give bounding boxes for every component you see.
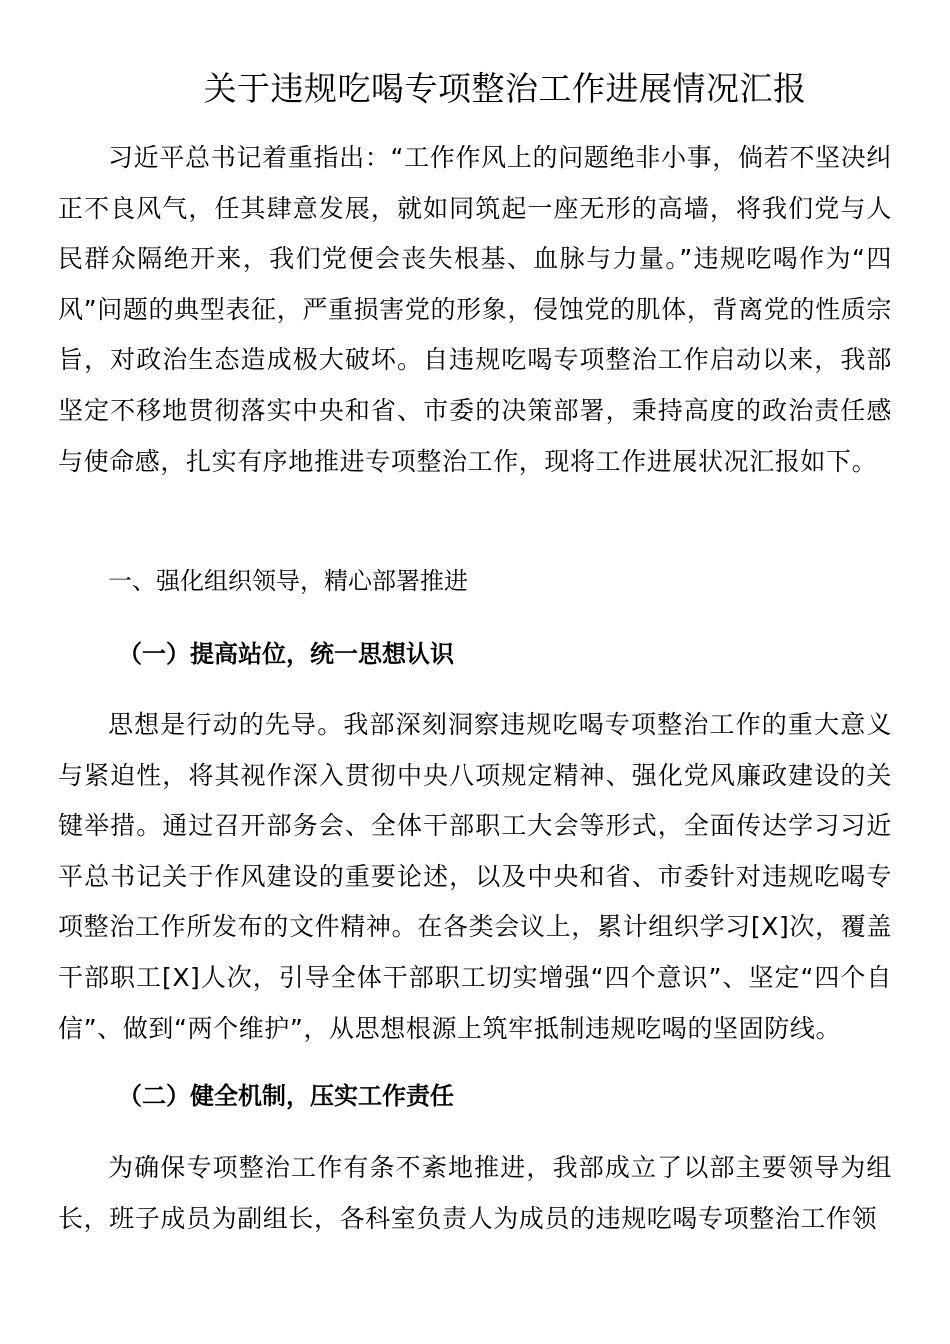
sub1-paragraph: 思想是行动的先导。我部深刻洞察违规吃喝专项整治工作的重大意义与紧迫性，将其视作深入贯彻中央八项规定精神、强化党风廉政建设的关键举措。通过召开部务会、全体干部职工大会等形式，全面传达学习习近平总书记关于作风建设的重要论述，以及中央和省、市委针对违规吃喝专项整治工作所发布的文件精神。在各类会议上，累计组织学习[X]次，覆盖干部职工[X]人次，引导全体干部职工切实增强“四个意识”、坚定“四个自信”、做到“两个维护”，从思想根源上筑牢抵制违规吃喝的坚固防线。 — [58, 710, 892, 1043]
intro-paragraph: 习近平总书记着重指出：“工作作风上的问题绝非小事，倘若不坚决纠正不良风气，任其肆意发展，就如同筑起一座无形的高墙，将我们党与人民群众隔绝开来，我们党便会丧失根基、血脉与力量。”违规吃喝作为“四风”问题的典型表征，严重损害党的形象，侵蚀党的肌体，背离党的性质宗旨，对政治生态造成极大破坏。自违规吃喝专项整治工作启动以来，我部坚定不移地贯彻落实中央和省、市委的决策部署，秉持高度的政治责任感与使命感，扎实有序地推进专项整治工作，现将工作进展状况汇报如下。 — [58, 143, 892, 476]
sub2-paragraph: 为确保专项整治工作有条不紊地推进，我部成立了以部主要领导为组长，班子成员为副组长，各科室负责人为成员的违规吃喝专项整治工作领 — [58, 1153, 892, 1233]
section-heading-1: 一、强化组织领导，精心部署推进 — [108, 567, 468, 595]
sub-heading-2: （二）健全机制，压实工作责任 — [118, 1082, 454, 1110]
sub-heading-1: （一）提高站位，统一思想认识 — [118, 640, 454, 668]
document-title: 关于违规吃喝专项整治工作进展情况汇报 — [203, 69, 807, 108]
